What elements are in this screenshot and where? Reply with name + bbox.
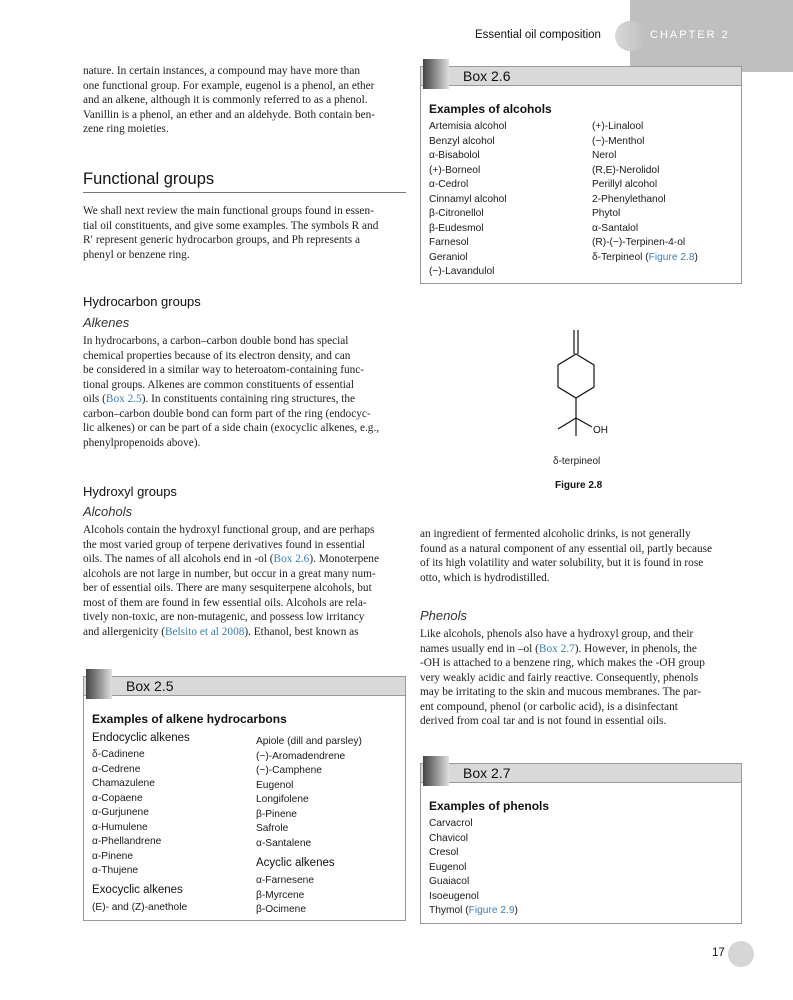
list-item: (−)-Aromadendrene	[256, 750, 346, 762]
text-line: In hydrocarbons, a carbon–carbon double bond has special	[83, 335, 349, 347]
list-item-text: δ-Terpineol (	[592, 251, 649, 263]
intro-paragraph	[83, 64, 406, 137]
alcohols-list-col2	[592, 120, 698, 265]
text-line: tional groups. Alkenes are common constituents of essential	[83, 378, 355, 391]
list-item: α-Humulene	[92, 821, 148, 833]
list-item: 2-Phenylethanol	[592, 193, 666, 205]
list-item: α-Santalol	[592, 222, 639, 234]
list-item: Geraniol	[429, 251, 468, 263]
text-line: an ingredient of fermented alcoholic drinks, is not generally	[420, 528, 691, 540]
acyclic-heading: Acyclic alkenes	[256, 857, 335, 869]
list-item: (−)-Menthol	[592, 135, 645, 147]
text-line: and an alkene, although it is commonly referred to as a phenol.	[83, 94, 368, 106]
delta-terpineol-structure	[540, 325, 630, 440]
list-item: Farnesol	[429, 237, 469, 248]
list-item: β-Eudesmol	[429, 222, 484, 234]
ethanol-paragraph	[420, 527, 742, 585]
text-line: zene ring moieties.	[83, 123, 169, 135]
list-item: (E)- and (Z)-anethole	[92, 902, 188, 913]
box-2-7	[420, 763, 742, 924]
text-line: phenylpropenoids above).	[83, 436, 201, 449]
list-item: α-Bisabolol	[429, 150, 480, 161]
oh-label: OH	[593, 425, 608, 436]
list-item	[429, 904, 518, 919]
text-line: one functional group. For example, eugenol is a phenol, an ether	[83, 79, 375, 92]
list-item: Artemisia alcohol	[429, 121, 507, 132]
list-item-text: )	[514, 905, 518, 916]
alcohols-paragraph	[83, 523, 406, 639]
list-item: (+)-Borneol	[429, 164, 481, 176]
phenols-list	[429, 817, 518, 919]
endocyclic-heading: Endocyclic alkenes	[92, 732, 190, 744]
list-item-text: Thymol (	[429, 905, 469, 916]
page-number-circle	[728, 941, 754, 967]
list-item: β-Ocimene	[256, 904, 307, 915]
list-item: Cinnamyl alcohol	[429, 193, 507, 205]
text-line: ent compound, phenol (or carbolic acid), is a disinfectant	[420, 700, 678, 713]
list-item: β-Pinene	[256, 808, 297, 820]
list-item: Isoeugenol	[429, 890, 479, 902]
text-line-with-link	[420, 642, 742, 657]
box-2-5-link[interactable]: Box 2.5	[105, 393, 142, 405]
text-line: otto, which is hydrodistilled.	[420, 571, 550, 584]
page-number: 17	[712, 947, 725, 959]
box-title: Box 2.7	[463, 765, 511, 781]
list-item: Eugenol	[429, 861, 467, 873]
text-line: tial oil constituents, and give some examples. The symbols R and	[83, 219, 379, 232]
text-line: -OH is attached to a benzene ring, which makes the -OH group	[420, 657, 705, 669]
text-line: R′ represent generic hydrocarbon groups, and Ph represents a	[83, 234, 360, 246]
alcohols-heading: Alcohols	[83, 504, 133, 519]
figure-label: Figure 2.8	[555, 480, 603, 491]
list-item: (R,E)-Nerolidol	[592, 164, 660, 176]
list-item: (−)-Camphene	[256, 765, 322, 776]
phenols-paragraph	[420, 627, 742, 729]
list-item: Perillyl alcohol	[592, 179, 658, 190]
list-item: Longifolene	[256, 794, 309, 805]
text-fragment: and allergenicity (Belsito et al 2008). Ethanol, best known as	[83, 625, 359, 638]
text-line: derived from coal tar and is not found in essential oils.	[420, 715, 667, 727]
text-line: ber of essential oils. There are many sesquiterpene alcohols, but	[83, 582, 372, 594]
chapter-label: CHAPTER 2	[650, 29, 730, 41]
text-line: be considered in a similar way to heteroatom-containing func-	[83, 364, 365, 376]
box-2-6	[420, 66, 742, 284]
text-fragment: oils (Box 2.5). In constituents containing ring structures, the	[83, 393, 356, 405]
list-item: α-Phellandrene	[92, 836, 162, 847]
alkenes-heading: Alkenes	[83, 315, 130, 330]
acyclic-list	[256, 874, 314, 918]
list-item: (−)-Lavandulol	[429, 266, 495, 277]
list-item: Cresol	[429, 847, 459, 858]
list-item: δ-Cadinene	[92, 749, 145, 760]
text-line-with-link	[83, 552, 406, 567]
text-line: of its high volatility and water solubility, but it is found in rose	[420, 557, 704, 569]
figure-2-8-link[interactable]: Figure 2.8	[648, 251, 695, 263]
list-item-text: )	[694, 251, 698, 263]
list-item: α-Cedrene	[92, 763, 141, 775]
text-line: chemical properties because of its electron density, and can	[83, 349, 351, 362]
text-line: Alcohols contain the hydroxyl functional group, and are perhaps	[83, 524, 375, 536]
box-2-6-link[interactable]: Box 2.6	[273, 553, 310, 565]
box-2-5	[83, 676, 406, 921]
text-line-with-link	[83, 392, 406, 407]
functional-paragraph	[83, 204, 406, 262]
text-line: alcohols are not large in number, but occur in a great many num-	[83, 567, 376, 580]
box-tab-marker	[86, 669, 112, 699]
text-line: tively non-toxic, are non-mutagenic, and possess low irritancy	[83, 611, 365, 623]
endocyclic-list	[92, 748, 161, 879]
text-line: lic alkenes) or can be part of a side chain (exocyclic alkenes, e.g.,	[83, 422, 380, 434]
text-fragment: names usually end in –ol (Box 2.7). However, in phenols, the	[420, 642, 697, 655]
list-item: α-Gurjunene	[92, 807, 149, 818]
text-line: found as a natural component of any essential oil, partly because	[420, 542, 713, 555]
exocyclic-heading: Exocyclic alkenes	[92, 884, 183, 896]
list-item: Phytol	[592, 208, 621, 219]
list-item: α-Cedrol	[429, 179, 469, 190]
chapter-tab-circle	[615, 21, 645, 51]
list-item: Eugenol	[256, 779, 294, 791]
list-item: α-Copaene	[92, 792, 143, 804]
text-line: the most varied group of terpene derivatives found in essential	[83, 538, 366, 551]
list-item: α-Pinene	[92, 850, 134, 862]
list-item: α-Farnesene	[256, 875, 314, 886]
figure-2-9-link[interactable]: Figure 2.9	[468, 905, 515, 916]
list-item: Benzyl alcohol	[429, 135, 495, 147]
running-title: Essential oil composition	[475, 29, 601, 41]
list-item: Apiole (dill and parsley)	[256, 736, 362, 747]
phenols-heading: Phenols	[420, 608, 467, 623]
text-line: very weakly acidic and fairly reactive. Consequently, phenols	[420, 671, 699, 684]
list-item: (+)-Linalool	[592, 121, 644, 132]
box-subtitle: Examples of phenols	[429, 799, 550, 813]
list-item: Carvacrol	[429, 818, 473, 829]
box-title: Box 2.6	[463, 68, 511, 84]
list-item: Guaiacol	[429, 876, 470, 887]
box-tab-marker	[423, 756, 449, 786]
text-line: phenyl or benzene ring.	[83, 248, 190, 261]
text-line-with-link	[83, 625, 406, 640]
text-line: carbon–carbon double bond can form part of the ring (endocyc-	[83, 407, 371, 420]
box-subtitle: Examples of alcohols	[429, 102, 552, 116]
list-item: β-Citronellol	[429, 208, 484, 219]
functional-groups-heading: Functional groups	[83, 170, 215, 188]
box-2-7-link[interactable]: Box 2.7	[538, 642, 575, 655]
hydroxyl-groups-heading: Hydroxyl groups	[83, 484, 177, 499]
list-item: Chavicol	[429, 832, 469, 844]
text-line: Vanillin is a phenol, an ether and an aldehyde. Both contain ben-	[83, 108, 376, 121]
list-item: Chamazulene	[92, 778, 155, 789]
text-line: Like alcohols, phenols also have a hydroxyl group, and their	[420, 628, 694, 640]
list-item: α-Santalene	[256, 837, 312, 849]
alkene-list-col2	[256, 735, 362, 851]
list-item: Safrole	[256, 823, 289, 834]
text-line: may be irritating to the skin and mucous membranes. The par-	[420, 686, 701, 698]
list-item: α-Thujene	[92, 865, 139, 876]
list-item: β-Myrcene	[256, 889, 305, 901]
alcohols-list-col1	[429, 120, 507, 280]
alkenes-paragraph	[83, 334, 406, 450]
box-tab-marker	[423, 59, 449, 89]
figure-caption: δ-terpineol	[553, 456, 601, 467]
list-item: Nerol	[592, 150, 617, 161]
box-subtitle: Examples of alkene hydrocarbons	[92, 712, 287, 726]
text-line: We shall next review the main functional groups found in essen-	[83, 205, 374, 217]
text-line: most of them are found in few essential oils. Alcohols are rela-	[83, 596, 367, 609]
text-fragment: oils. The names of all alcohols end in -ol (Box 2.6). Monoterpene	[83, 553, 379, 565]
hydrocarbon-groups-heading: Hydrocarbon groups	[83, 294, 201, 309]
box-title: Box 2.5	[126, 678, 174, 694]
text-line: nature. In certain instances, a compound may have more than	[83, 65, 360, 77]
exocyclic-list	[92, 901, 187, 916]
list-item	[592, 251, 698, 266]
citation-link[interactable]: Belsito et al 2008	[164, 625, 245, 638]
heading-rule	[83, 192, 406, 193]
list-item: (R)-(−)-Terpinen-4-ol	[592, 237, 686, 248]
